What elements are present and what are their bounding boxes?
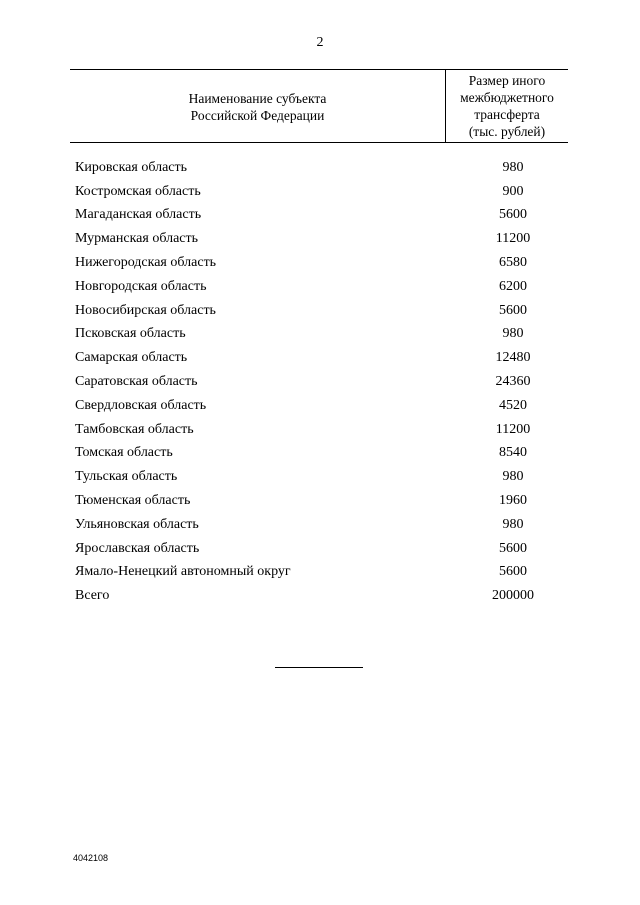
header-transfer-amount-label: Размер иного межбюджетного трансферта (тыс. рублей) [460,73,554,139]
subject-name-cell: Тюменская область [75,493,191,509]
transfer-amount-cell: 1960 [499,493,527,509]
table-row [70,442,568,466]
table-row [70,251,568,275]
transfer-amount-cell: 900 [502,183,524,199]
table-row [70,537,568,561]
table-row [70,584,568,608]
table-row [70,299,568,323]
table-row [70,204,568,228]
transfer-amount-cell: 8540 [499,445,527,461]
subject-name-cell: Мурманская область [75,231,199,247]
subject-name-cell: Томская область [75,445,173,461]
transfer-amount-cell: 24360 [495,374,531,390]
table-row [70,513,568,537]
subject-name-cell: Всего [75,588,110,604]
subject-name-cell: Ульяновская область [75,516,199,532]
header-subject-name [70,70,446,142]
subject-name-cell: Саратовская область [75,374,198,390]
table-row [70,489,568,513]
subject-name-cell: Ямало-Ненецкий автономный округ [75,564,291,580]
subject-name-cell: Новосибирская область [75,302,216,318]
transfer-amount-cell: 11200 [495,231,531,247]
subject-name-cell: Псковская область [75,326,186,342]
header-transfer-amount [446,70,568,142]
table-row [70,561,568,585]
transfer-amount-cell: 5600 [499,540,527,556]
subject-name-cell: Тульская область [75,469,178,485]
transfer-amount-cell: 5600 [499,564,527,580]
transfer-amount-cell: 980 [502,326,524,342]
header-subject-name-label: Наименование субъекта Российской Федерации [188,91,327,123]
subject-name-cell: Самарская область [75,350,188,366]
subject-name-cell: Кировская область [75,159,188,175]
table-body [70,156,568,608]
table-row [70,156,568,180]
table-row [70,370,568,394]
transfer-amount-cell: 980 [502,159,524,175]
transfer-amount-cell: 5600 [499,207,527,223]
transfer-amount-cell: 6580 [499,255,527,271]
end-rule [275,667,363,668]
table-row [70,180,568,204]
table-row [70,346,568,370]
subject-name-cell: Ярославская область [75,540,200,556]
table-row [70,465,568,489]
table-row [70,418,568,442]
subject-name-cell: Свердловская область [75,397,207,413]
subject-name-cell: Магаданская область [75,207,202,223]
table-row [70,227,568,251]
page-number: 2 [316,35,324,50]
table-row [70,323,568,347]
transfer-amount-cell: 11200 [495,421,531,437]
subject-name-cell: Новгородская область [75,278,207,294]
transfer-amount-cell: 980 [502,469,524,485]
subject-name-cell: Нижегородская область [75,255,217,271]
transfer-amount-cell: 4520 [499,397,527,413]
transfer-amount-cell: 5600 [499,302,527,318]
table-header [70,69,568,143]
transfer-amount-cell: 6200 [499,278,527,294]
subject-name-cell: Костромская область [75,183,201,199]
transfer-table [70,69,568,608]
transfer-amount-cell: 200000 [492,588,534,604]
document-code: 4042108 [73,853,109,863]
transfer-amount-cell: 980 [502,516,524,532]
subject-name-cell: Тамбовская область [75,421,194,437]
table-row [70,275,568,299]
transfer-amount-cell: 12480 [495,350,531,366]
table-row [70,394,568,418]
